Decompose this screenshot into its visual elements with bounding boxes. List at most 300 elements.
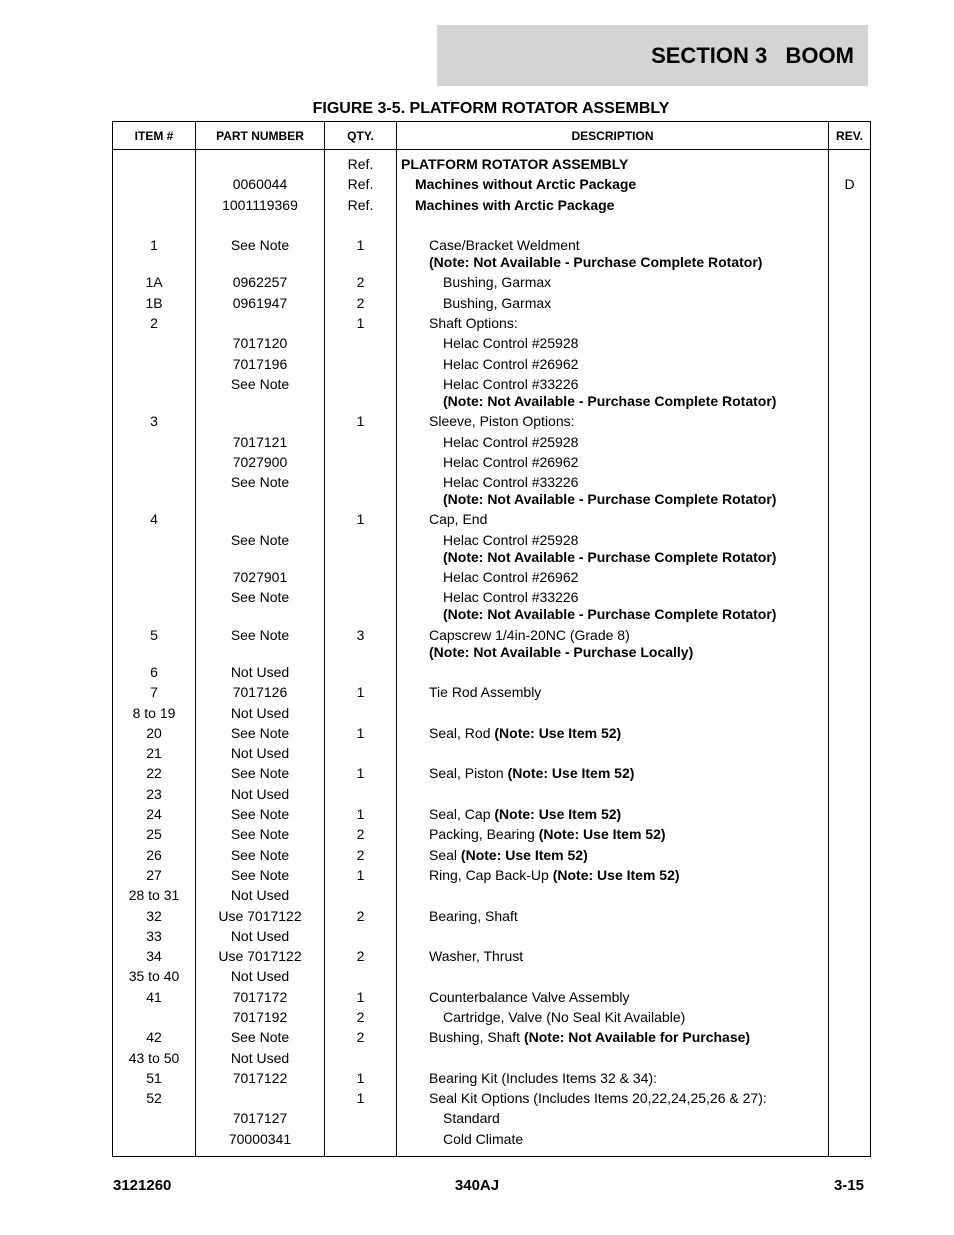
part-number [196,1090,325,1110]
revision [829,705,871,725]
parts-table-body [113,150,871,1157]
quantity: 1 [325,989,397,1009]
item-number [113,376,196,413]
description-text: Capscrew 1/4in-20NC (Grade 8) [429,626,630,643]
revision [829,806,871,826]
description [397,725,829,745]
description-text: Cold Climate [443,1130,524,1147]
description [397,968,829,988]
quantity: 1 [325,237,397,274]
table-row [113,335,871,355]
item-number: 1 [113,237,196,274]
revision [829,237,871,274]
figure-title: FIGURE 3-5. PLATFORM ROTATOR ASSEMBLY [312,100,670,117]
item-number: 20 [113,725,196,745]
table-row [113,474,871,511]
item-number: 52 [113,1090,196,1110]
description-text: Case/Bracket Weldment [429,237,580,254]
description-text: Bearing, Shaft [429,907,518,924]
quantity [325,745,397,765]
part-number: See Note [196,589,325,626]
part-number: 0962257 [196,274,325,294]
description [397,867,829,887]
part-number: See Note [196,826,325,846]
description-text: Counterbalance Valve Assembly [429,988,630,1005]
inline-note: (Note: Use Item 52) [494,724,622,741]
part-number [196,413,325,433]
quantity [325,1050,397,1070]
quantity [325,1131,397,1151]
description-text: Packing, Bearing [429,826,535,843]
description [397,928,829,948]
revision [829,725,871,745]
table-row [113,315,871,335]
table-row [113,765,871,785]
inline-note: (Note: Use Item 52) [552,866,680,883]
description [397,274,829,294]
item-number: 22 [113,765,196,785]
part-number: 7017127 [196,1110,325,1130]
part-number: Not Used [196,887,325,907]
part-number: Use 7017122 [196,908,325,928]
revision [829,274,871,294]
part-number: 7017121 [196,434,325,454]
description [397,887,829,907]
item-number [113,1110,196,1130]
quantity: 2 [325,1009,397,1029]
table-row [113,532,871,569]
description [397,474,829,511]
revision [829,948,871,968]
revision [829,511,871,531]
description-text: Helac Control #33226 [443,474,579,491]
description [397,627,829,664]
description [397,156,829,176]
quantity: 1 [325,684,397,704]
description [397,765,829,785]
revision [829,1131,871,1151]
table-row [113,1050,871,1070]
table-row [113,684,871,704]
part-number [196,511,325,531]
item-number [113,434,196,454]
item-number: 6 [113,664,196,684]
table-row [113,725,871,745]
revision [829,745,871,765]
section-banner [437,25,868,86]
item-number: 2 [113,315,196,335]
table-bottom-border [113,1151,871,1157]
item-number [113,1131,196,1151]
item-number: 23 [113,786,196,806]
quantity: Ref. [325,176,397,196]
description [397,217,829,237]
description-text: Helac Control #25928 [443,531,579,548]
table-row [113,376,871,413]
item-number: 25 [113,826,196,846]
col-header-part-number: PART NUMBER [196,122,325,150]
item-number: 7 [113,684,196,704]
table-header-row [113,122,871,150]
quantity: 2 [325,908,397,928]
table-row [113,928,871,948]
description [397,806,829,826]
description-text: Helac Control #25928 [443,433,579,450]
item-number: 4 [113,511,196,531]
revision [829,454,871,474]
quantity: 1 [325,867,397,887]
quantity [325,928,397,948]
item-number: 43 to 50 [113,1050,196,1070]
table-row [113,806,871,826]
revision [829,295,871,315]
part-number: See Note [196,237,325,274]
revision [829,589,871,626]
inline-note: (Note: Not Available for Purchase) [523,1029,751,1046]
quantity: 1 [325,511,397,531]
col-header-item: ITEM # [113,122,196,150]
item-number [113,356,196,376]
table-row [113,908,871,928]
table-row [113,217,871,237]
item-number: 27 [113,867,196,887]
table-row [113,589,871,626]
inline-note: (Note: Use Item 52) [538,826,666,843]
revision [829,434,871,454]
part-number: Not Used [196,928,325,948]
revision [829,156,871,176]
description [397,705,829,725]
description [397,376,829,413]
description-text: Standard [443,1110,500,1127]
part-number: See Note [196,847,325,867]
table-row [113,237,871,274]
item-number [113,197,196,217]
description-text: Cartridge, Valve (No Seal Kit Available) [443,1008,686,1025]
revision [829,1090,871,1110]
quantity [325,705,397,725]
item-number: 35 to 40 [113,968,196,988]
table-row [113,664,871,684]
quantity [325,786,397,806]
quantity: 1 [325,765,397,785]
part-number: See Note [196,725,325,745]
item-number [113,589,196,626]
table-row [113,826,871,846]
availability-note: (Note: Not Available - Purchase Complete Rotator) [443,392,777,409]
revision [829,908,871,928]
table-row [113,989,871,1009]
description-text: Seal, Piston [429,765,504,782]
part-number: See Note [196,765,325,785]
quantity [325,356,397,376]
description-text: Bushing, Garmax [443,274,552,291]
description-text: Bushing, Garmax [443,294,552,311]
part-number: Not Used [196,968,325,988]
availability-note: (Note: Not Available - Purchase Complete Rotator) [443,548,777,565]
revision [829,413,871,433]
description [397,315,829,335]
item-number: 32 [113,908,196,928]
quantity [325,335,397,355]
revision [829,989,871,1009]
item-number [113,156,196,176]
quantity: 1 [325,1070,397,1090]
part-number: Not Used [196,786,325,806]
quantity: 1 [325,1090,397,1110]
description-text: Machines without Arctic Package [415,176,637,193]
table-row [113,948,871,968]
item-number: 41 [113,989,196,1009]
description-text: Bearing Kit (Includes Items 32 & 34): [429,1069,657,1086]
description [397,356,829,376]
description-text: Washer, Thrust [429,948,524,965]
revision [829,684,871,704]
revision: D [829,176,871,196]
description [397,1070,829,1090]
part-number: 7017172 [196,989,325,1009]
item-number: 1A [113,274,196,294]
description [397,1050,829,1070]
part-number: 7017120 [196,335,325,355]
quantity: Ref. [325,156,397,176]
table-row [113,887,871,907]
quantity: 1 [325,413,397,433]
revision [829,826,871,846]
part-number: Not Used [196,705,325,725]
description [397,989,829,1009]
section-title: SECTION 3 BOOM [651,42,854,68]
inline-note: (Note: Use Item 52) [494,806,622,823]
quantity [325,474,397,511]
table-row [113,1029,871,1049]
item-number [113,454,196,474]
item-number [113,176,196,196]
item-number: 3 [113,413,196,433]
revision [829,474,871,511]
revision [829,1110,871,1130]
table-row [113,413,871,433]
description [397,532,829,569]
description [397,847,829,867]
quantity [325,532,397,569]
table-row [113,968,871,988]
table-row [113,197,871,217]
quantity: 1 [325,315,397,335]
description [397,908,829,928]
table-row [113,569,871,589]
quantity [325,434,397,454]
availability-note: (Note: Not Available - Purchase Complete Rotator) [443,606,777,623]
revision [829,197,871,217]
part-number: 7027900 [196,454,325,474]
table-row [113,295,871,315]
description-text: Helac Control #25928 [443,335,579,352]
table-row [113,705,871,725]
part-number: 70000341 [196,1131,325,1151]
description-text: Machines with Arctic Package [415,196,615,213]
item-number: 28 to 31 [113,887,196,907]
part-number: 7017122 [196,1070,325,1090]
part-number: See Note [196,532,325,569]
part-number: See Note [196,474,325,511]
table-row [113,1110,871,1130]
part-number: 0060044 [196,176,325,196]
revision [829,1050,871,1070]
table-row [113,867,871,887]
description-text: PLATFORM ROTATOR ASSEMBLY [401,156,629,172]
description-text: Cap, End [429,511,488,528]
table-row [113,1090,871,1110]
revision [829,532,871,569]
quantity [325,217,397,237]
part-number: 1001119369 [196,197,325,217]
revision [829,664,871,684]
description-text: Bushing, Shaft [429,1029,521,1046]
footer-model: 340AJ [454,1177,500,1194]
quantity: 2 [325,847,397,867]
item-number: 1B [113,295,196,315]
item-number: 21 [113,745,196,765]
part-number: Use 7017122 [196,948,325,968]
table-row [113,434,871,454]
revision [829,765,871,785]
description [397,454,829,474]
part-number: See Note [196,1029,325,1049]
description [397,413,829,433]
revision [829,376,871,413]
revision [829,356,871,376]
quantity [325,376,397,413]
item-number [113,474,196,511]
description [397,237,829,274]
part-number: Not Used [196,1050,325,1070]
quantity: 1 [325,725,397,745]
description-text: Seal Kit Options (Includes Items 20,22,24,25,26 & 27): [429,1090,767,1107]
quantity: 2 [325,826,397,846]
table-row [113,356,871,376]
quantity: Ref. [325,197,397,217]
description-text: Helac Control #33226 [443,375,579,392]
table-row [113,1009,871,1029]
description [397,176,829,196]
quantity: 2 [325,295,397,315]
table-row [113,786,871,806]
part-number: 7027901 [196,569,325,589]
table-row [113,176,871,196]
revision [829,887,871,907]
table-row [113,847,871,867]
availability-note: (Note: Not Available - Purchase Complete Rotator) [429,254,763,271]
col-header-description: DESCRIPTION [397,122,829,150]
quantity [325,968,397,988]
inline-note: (Note: Use Item 52) [507,765,635,782]
quantity: 3 [325,627,397,664]
table-row [113,454,871,474]
description [397,1090,829,1110]
quantity [325,589,397,626]
part-number [196,217,325,237]
part-number: Not Used [196,664,325,684]
item-number: 8 to 19 [113,705,196,725]
description [397,745,829,765]
revision [829,968,871,988]
table-row [113,1131,871,1151]
revision [829,627,871,664]
part-number: See Note [196,867,325,887]
item-number [113,335,196,355]
revision [829,928,871,948]
description [397,948,829,968]
availability-note: (Note: Not Available - Purchase Locally) [429,643,694,660]
quantity: 1 [325,806,397,826]
revision [829,217,871,237]
table-row [113,274,871,294]
description-text: Seal, Rod [429,724,491,741]
description-text: Sleeve, Piston Options: [429,413,575,430]
description [397,786,829,806]
part-number: 7017126 [196,684,325,704]
part-number: 0961947 [196,295,325,315]
description [397,335,829,355]
description [397,511,829,531]
revision [829,315,871,335]
description-text: Seal [429,846,458,863]
availability-note: (Note: Not Available - Purchase Complete Rotator) [443,491,777,508]
col-header-rev: REV. [829,122,871,150]
revision [829,569,871,589]
revision [829,786,871,806]
description-text: Helac Control #26962 [443,355,579,372]
table-row [113,511,871,531]
part-number: Not Used [196,745,325,765]
quantity: 2 [325,1029,397,1049]
description [397,684,829,704]
description [397,664,829,684]
revision [829,847,871,867]
description-text: Helac Control #33226 [443,589,579,606]
quantity [325,664,397,684]
description [397,1110,829,1130]
description [397,826,829,846]
footer-page-number: 3-15 [833,1177,864,1194]
description-text: Helac Control #26962 [443,569,579,586]
part-number [196,156,325,176]
revision [829,1009,871,1029]
revision [829,1070,871,1090]
item-number: 5 [113,627,196,664]
item-number: 51 [113,1070,196,1090]
quantity [325,569,397,589]
description [397,1029,829,1049]
item-number: 33 [113,928,196,948]
part-number: See Note [196,627,325,664]
footer-document-number: 3121260 [113,1177,172,1194]
item-number [113,217,196,237]
item-number: 24 [113,806,196,826]
revision [829,335,871,355]
quantity: 2 [325,948,397,968]
table-row [113,745,871,765]
description-text: Ring, Cap Back-Up [429,866,549,883]
description [397,434,829,454]
part-number: 7017192 [196,1009,325,1029]
table-row [113,627,871,664]
revision [829,1029,871,1049]
description-text: Shaft Options: [429,315,518,332]
col-header-qty: QTY. [325,122,397,150]
part-number: See Note [196,376,325,413]
